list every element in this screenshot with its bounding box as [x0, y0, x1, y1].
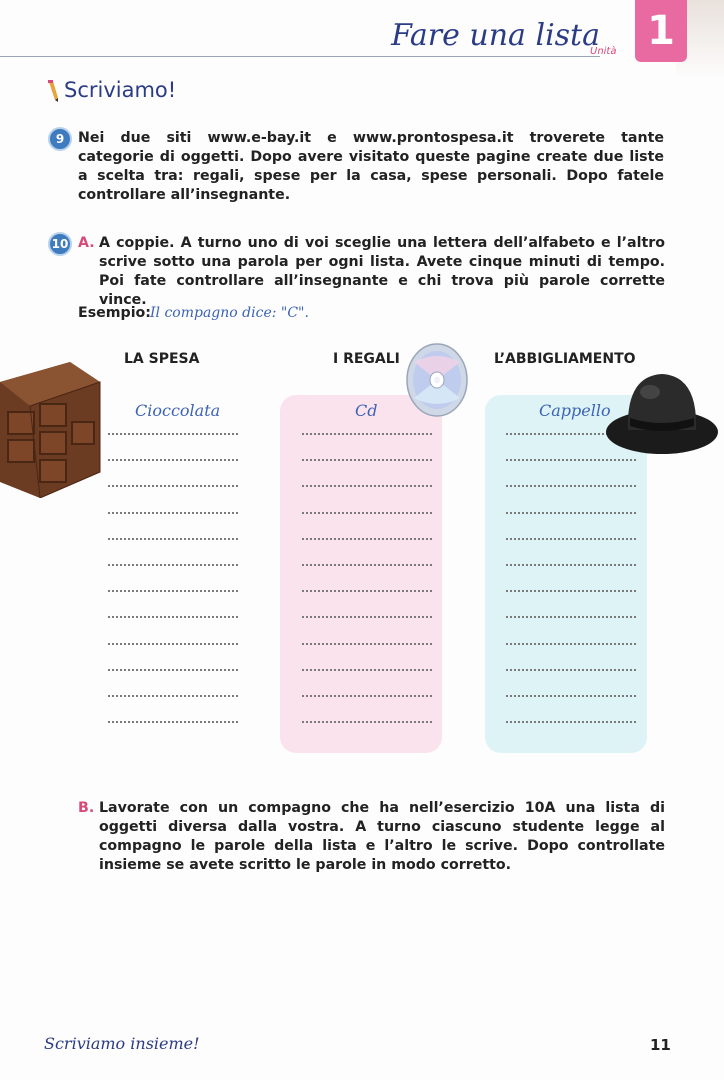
writing-line: [108, 669, 238, 671]
writing-line: [302, 564, 432, 566]
writing-lines-spesa: [108, 433, 238, 747]
exercise-9-text: Nei due siti www.e-bay.it e www.prontospesa.it troverete tante categorie di oggetti. Dopo avere visitato queste pagine create due liste a scelta tra: regali, spese per la casa, spese personali. Dopo fatele controllare all’insegnante.: [78, 130, 664, 203]
writing-line: [506, 616, 636, 618]
cd-image: [404, 340, 470, 420]
writing-line: [506, 669, 636, 671]
writing-line: [302, 512, 432, 514]
writing-line: [108, 616, 238, 618]
unit-label: Unità: [590, 46, 617, 57]
example-word-regali: Cd: [355, 401, 378, 420]
header-rule: [0, 56, 600, 57]
writing-line: [108, 721, 238, 723]
exercise-10b-text: Lavorate con un compagno che ha nell’esercizio 10A una lista di oggetti diversa dalla vostra. A turno ciascuno studente legge al compagno le parole della lista e l’altro le scrive. Dopo controllate insieme se avete scritto le parole in modo corretto.: [99, 800, 665, 873]
column-heading-spesa: LA SPESA: [124, 351, 200, 367]
writing-line: [302, 721, 432, 723]
writing-line: [302, 433, 432, 435]
column-heading-regali: I REGALI: [333, 351, 400, 367]
page-title: Fare una lista: [391, 18, 600, 53]
writing-line: [506, 485, 636, 487]
writing-line: [506, 643, 636, 645]
writing-line: [108, 459, 238, 461]
example-word-abbigliamento: Cappello: [539, 401, 611, 420]
writing-lines-regali: [302, 433, 432, 747]
part-b-letter: B.: [78, 800, 95, 816]
exercise-10a-text: A coppie. A turno uno di voi sceglie una lettera dell’alfabeto e l’altro scrive sotto una parola per ogni lista. Avete cinque minuti di tempo. Poi fate controllare all’insegnante e chi trova più parole corrette vince.: [99, 235, 665, 308]
writing-line: [108, 512, 238, 514]
writing-line: [108, 433, 238, 435]
writing-line: [108, 564, 238, 566]
writing-line: [302, 538, 432, 540]
footer-title: Scriviamo insieme!: [44, 1034, 200, 1053]
page-number: 11: [650, 1036, 671, 1054]
writing-line: [108, 590, 238, 592]
example-word-spesa: Cioccolata: [135, 401, 221, 420]
writing-line: [302, 459, 432, 461]
exercise-number-10: 10: [48, 232, 72, 256]
writing-line: [302, 616, 432, 618]
writing-line: [506, 538, 636, 540]
writing-line: [108, 695, 238, 697]
unit-badge: 1: [635, 0, 687, 62]
bowler-hat-image: [604, 366, 720, 460]
section-title: Scriviamo!: [64, 78, 177, 102]
writing-line: [302, 485, 432, 487]
pencil-icon: [46, 80, 60, 102]
writing-line: [506, 564, 636, 566]
part-a-letter: A.: [78, 235, 95, 251]
example-label: Esempio:: [78, 305, 151, 321]
writing-line: [108, 485, 238, 487]
writing-line: [506, 721, 636, 723]
writing-line: [506, 695, 636, 697]
writing-line: [506, 512, 636, 514]
writing-line: [108, 643, 238, 645]
writing-line: [302, 695, 432, 697]
writing-line: [108, 538, 238, 540]
writing-line: [302, 643, 432, 645]
writing-lines-abbigliamento: [506, 433, 636, 747]
chocolate-image: [0, 362, 104, 498]
exercise-number-9: 9: [48, 127, 72, 151]
example-text: Il compagno dice: "C".: [150, 305, 309, 321]
writing-line: [302, 669, 432, 671]
writing-line: [506, 590, 636, 592]
writing-line: [302, 590, 432, 592]
column-heading-abbigliamento: L’ABBIGLIAMENTO: [494, 351, 636, 367]
